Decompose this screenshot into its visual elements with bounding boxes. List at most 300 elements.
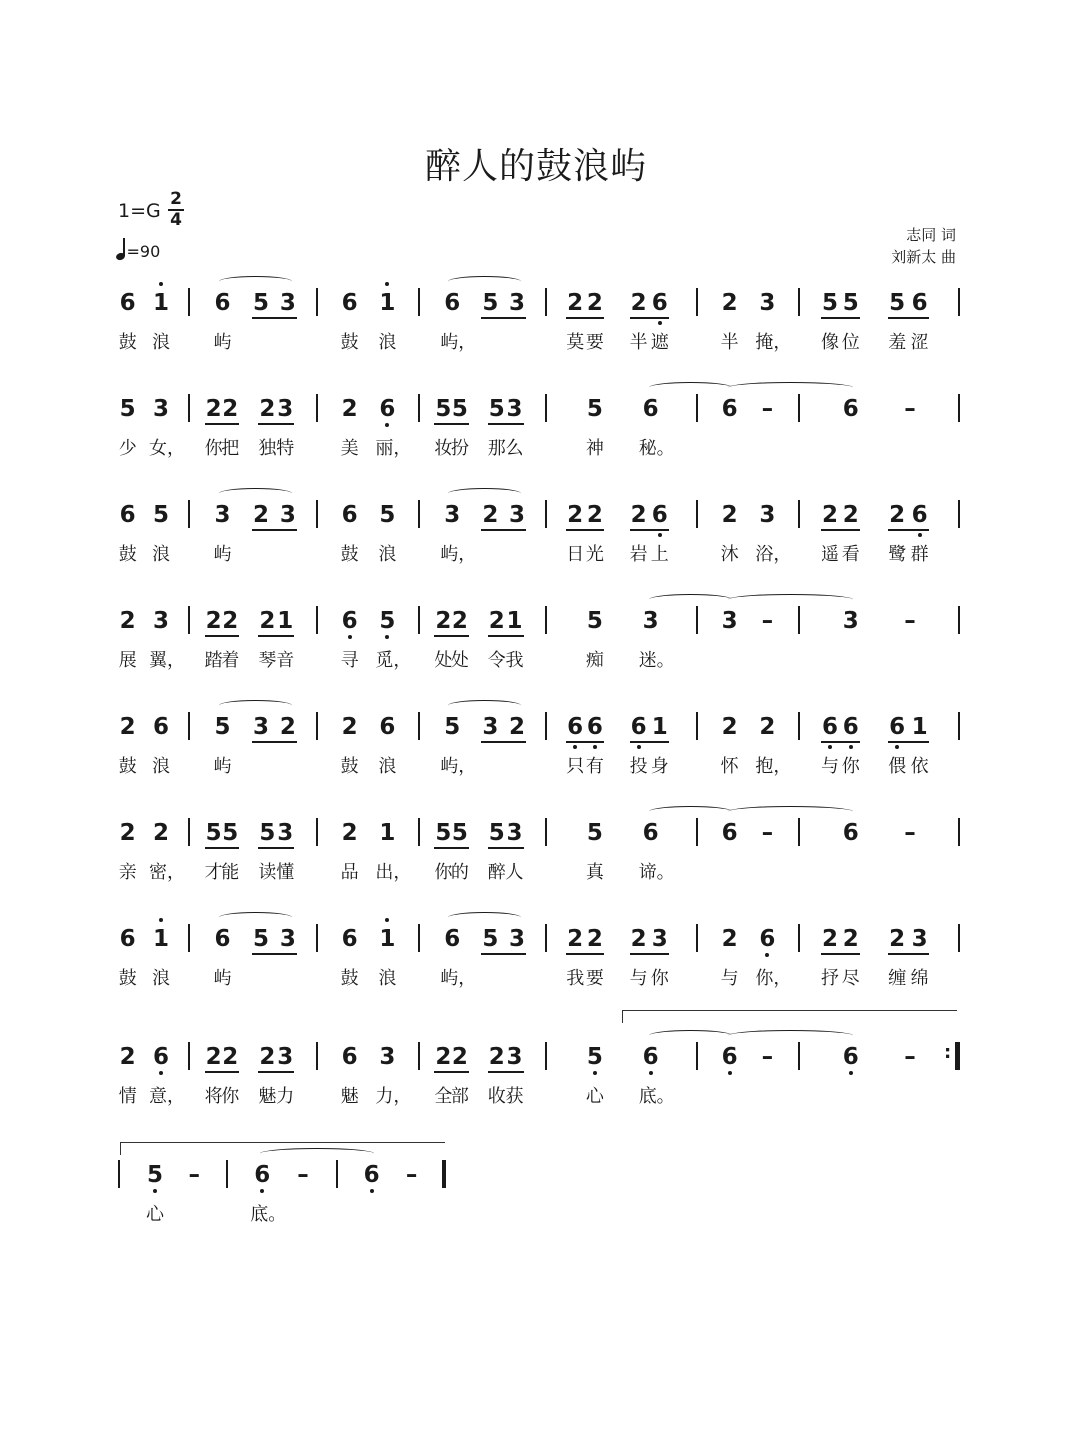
- note-digit: 6: [721, 820, 738, 846]
- composer-credit: 刘新太 曲: [891, 248, 956, 266]
- lyric-syllable: 投: [629, 756, 648, 777]
- note-digit: 6: [341, 926, 358, 952]
- octave-low-dot: [637, 745, 641, 749]
- dash-sustain: –: [761, 820, 774, 846]
- note-digit: 3: [842, 608, 859, 634]
- octave-low-dot: [649, 1071, 653, 1075]
- note-digit: 2: [889, 926, 906, 952]
- bar-line: [545, 924, 547, 952]
- time-signature-top: 2: [170, 189, 182, 209]
- note-digit: 2: [721, 926, 738, 952]
- bar-line: [316, 818, 318, 846]
- bar-line: [118, 1160, 120, 1188]
- note-digit: 5: [435, 820, 452, 846]
- lyric-syllable: 能: [221, 862, 240, 883]
- eighth-beam: [888, 741, 928, 743]
- lyric-syllable: 遥: [821, 544, 839, 565]
- note-digit: 6: [842, 1044, 859, 1070]
- octave-low-dot: [895, 745, 899, 749]
- note-digit: 6: [821, 714, 838, 740]
- lyric-syllable: 你: [434, 862, 453, 883]
- lyric-syllable: 寻: [340, 650, 359, 671]
- note-digit: 2: [567, 290, 584, 316]
- note-digit: 3: [506, 820, 523, 846]
- note-digit: 6: [341, 502, 358, 528]
- eighth-beam: [821, 529, 860, 531]
- bar-line: [798, 712, 800, 740]
- eighth-beam: [481, 741, 526, 743]
- octave-low-dot: [348, 635, 352, 639]
- lyric-syllable: 涩: [910, 332, 929, 353]
- bar-line: [418, 924, 420, 952]
- octave-low-dot: [849, 745, 853, 749]
- lyric-syllable: 谛。: [638, 862, 675, 883]
- note-digit: 2: [721, 502, 738, 528]
- lyric-syllable: 怀: [720, 756, 739, 777]
- eighth-beam: [258, 847, 294, 849]
- lyric-syllable: 处: [434, 650, 453, 671]
- octave-low-dot: [728, 1071, 732, 1075]
- lyric-syllable: 你: [650, 968, 669, 989]
- bar-line: [696, 288, 698, 316]
- repeat-dots: :: [944, 1042, 952, 1063]
- bar-line: [188, 712, 190, 740]
- lyric-syllable: 浪: [378, 332, 397, 353]
- lyric-syllable: 出，: [375, 862, 412, 883]
- lyric-syllable: 掩，: [755, 332, 792, 353]
- octave-low-dot: [385, 423, 389, 427]
- bar-line: [696, 606, 698, 634]
- tie-arc: [448, 488, 521, 499]
- lyric-syllable: 屿，: [440, 332, 477, 353]
- note-digit: 5: [119, 396, 136, 422]
- note-digit: 5: [444, 714, 461, 740]
- note-digit: 2: [341, 820, 358, 846]
- note-digit: 6: [363, 1162, 380, 1188]
- note-digit: 2: [119, 714, 136, 740]
- lyric-syllable: 着: [221, 650, 240, 671]
- note-digit: 3: [482, 714, 499, 740]
- note-digit: 5: [586, 820, 603, 846]
- tie-arc: [728, 594, 853, 605]
- dash-sustain: –: [761, 396, 774, 422]
- octave-low-dot: [765, 953, 769, 957]
- lyric-syllable: 浪: [378, 968, 397, 989]
- note-digit: 5: [889, 290, 906, 316]
- lyric-syllable: 浪: [152, 756, 170, 777]
- note-digit: 2: [259, 608, 276, 634]
- tie-arc: [649, 594, 732, 605]
- lyric-syllable: 底。: [250, 1204, 287, 1225]
- note-digit: 1: [379, 820, 396, 846]
- lyric-syllable: 我: [566, 968, 585, 989]
- lyric-syllable: 魅: [340, 1086, 359, 1107]
- octave-low-dot: [918, 533, 922, 537]
- dash-sustain: –: [761, 608, 774, 634]
- lyric-syllable: 心: [145, 1204, 164, 1225]
- lyric-syllable: 的: [450, 862, 469, 883]
- lyric-syllable: 屿: [213, 544, 232, 565]
- note-digit: 3: [651, 926, 668, 952]
- lyric-syllable: 我: [505, 650, 524, 671]
- bar-line: [418, 712, 420, 740]
- note-digit: 1: [152, 926, 169, 952]
- note-digit: 6: [119, 926, 136, 952]
- note-digit: 5: [259, 820, 276, 846]
- note-digit: 2: [341, 396, 358, 422]
- lyric-syllable: 把: [221, 438, 240, 459]
- bar-line: [696, 1042, 698, 1070]
- time-signature: [168, 190, 184, 230]
- bar-line: [696, 712, 698, 740]
- note-digit: 2: [630, 502, 647, 528]
- note-digit: 3: [279, 926, 296, 952]
- lyric-syllable: 品: [340, 862, 359, 883]
- lyric-syllable: 只: [566, 756, 585, 777]
- octave-low-dot: [658, 321, 662, 325]
- bar-line: [958, 606, 960, 634]
- lyric-syllable: 处: [450, 650, 469, 671]
- note-digit: 2: [435, 608, 452, 634]
- lyric-syllable: 人: [505, 862, 524, 883]
- lyric-syllable: 懂: [276, 862, 295, 883]
- bar-line: [958, 288, 960, 316]
- note-digit: 3: [252, 714, 269, 740]
- lyric-syllable: 展: [118, 650, 137, 671]
- lyric-syllable: 鼓: [340, 756, 359, 777]
- note-digit: 2: [889, 502, 906, 528]
- lyric-syllable: 密，: [149, 862, 185, 883]
- note-digit: 2: [821, 926, 838, 952]
- octave-low-dot: [385, 635, 389, 639]
- note-digit: 3: [642, 608, 659, 634]
- note-digit: 1: [911, 714, 928, 740]
- eighth-beam: [821, 741, 860, 743]
- tie-arc: [448, 276, 521, 287]
- lyric-syllable: 美: [340, 438, 359, 459]
- eighth-beam: [630, 741, 669, 743]
- note-digit: 6: [911, 290, 928, 316]
- bar-line: [798, 394, 800, 422]
- note-digit: 6: [651, 502, 668, 528]
- bar-line: [188, 394, 190, 422]
- note-digit: 6: [586, 714, 603, 740]
- lyric-syllable: 屿，: [440, 544, 477, 565]
- note-digit: 5: [488, 396, 505, 422]
- lyric-syllable: 翼，: [149, 650, 185, 671]
- note-digit: 2: [222, 1044, 239, 1070]
- lyric-syllable: 全: [434, 1086, 453, 1107]
- note-digit: 2: [451, 1044, 468, 1070]
- lyric-syllable: 屿: [213, 332, 232, 353]
- note-digit: 2: [842, 502, 859, 528]
- eighth-beam: [258, 1071, 294, 1073]
- lyric-syllable: 你，: [755, 968, 792, 989]
- eighth-beam: [252, 953, 297, 955]
- note-digit: 5: [205, 820, 222, 846]
- bar-line: [798, 924, 800, 952]
- lyric-syllable: 鼓: [340, 968, 359, 989]
- tie-arc: [728, 382, 853, 393]
- lyric-syllable: 力，: [375, 1086, 412, 1107]
- lyric-syllable: 独: [258, 438, 277, 459]
- volta-bracket: [120, 1142, 445, 1155]
- dash-sustain: –: [297, 1162, 309, 1188]
- bar-line: [696, 394, 698, 422]
- bar-line: [958, 924, 960, 952]
- note-digit: 2: [821, 502, 838, 528]
- lyric-syllable: 妆: [434, 438, 453, 459]
- eighth-beam: [481, 953, 526, 955]
- note-digit: 1: [379, 926, 396, 952]
- bar-line: [958, 394, 960, 422]
- note-digit: 6: [642, 1044, 659, 1070]
- bar-line: [545, 500, 547, 528]
- tempo-value: =90: [126, 242, 161, 261]
- lyric-syllable: 遮: [650, 332, 669, 353]
- bar-line: [545, 1042, 547, 1070]
- note-digit: 2: [509, 714, 526, 740]
- tie-arc: [219, 912, 292, 923]
- note-digit: 1: [506, 608, 523, 634]
- eighth-beam: [821, 953, 860, 955]
- note-digit: 2: [567, 926, 584, 952]
- lyric-syllable: 鼓: [118, 332, 137, 353]
- note-digit: 6: [651, 290, 668, 316]
- note-digit: 1: [277, 608, 294, 634]
- lyric-syllable: 底。: [638, 1086, 675, 1107]
- note-digit: 6: [254, 1162, 271, 1188]
- lyric-syllable: 尽: [841, 968, 860, 989]
- note-digit: 2: [630, 926, 647, 952]
- lyric-syllable: 痴: [585, 650, 604, 671]
- bar-line: [798, 288, 800, 316]
- lyric-syllable: 踏: [204, 650, 223, 671]
- key-signature: 1=G: [118, 200, 161, 222]
- lyric-syllable: 屿，: [440, 756, 477, 777]
- octave-low-dot: [260, 1189, 264, 1193]
- lyric-syllable: 真: [585, 862, 604, 883]
- note-digit: 6: [214, 926, 231, 952]
- bar-line: [958, 1042, 960, 1070]
- tie-arc: [649, 382, 732, 393]
- note-digit: 3: [506, 1044, 523, 1070]
- lyric-syllable: 像: [821, 332, 839, 353]
- note-digit: 2: [205, 1044, 222, 1070]
- note-digit: 3: [277, 1044, 294, 1070]
- lyric-syllable: 浪: [152, 968, 170, 989]
- note-digit: 6: [889, 714, 906, 740]
- note-digit: 3: [509, 502, 526, 528]
- note-digit: 5: [252, 290, 269, 316]
- note-digit: 5: [146, 1162, 163, 1188]
- bar-line: [316, 500, 318, 528]
- lyric-syllable: 鼓: [118, 756, 137, 777]
- lyric-syllable: 情: [118, 1086, 137, 1107]
- eighth-beam: [258, 423, 294, 425]
- bar-line: [418, 1042, 420, 1070]
- bar-line: [226, 1160, 228, 1188]
- lyric-syllable: 看: [841, 544, 860, 565]
- note-digit: 2: [341, 714, 358, 740]
- octave-high-dot: [385, 282, 389, 286]
- eighth-beam: [205, 1071, 240, 1073]
- eighth-beam: [566, 953, 604, 955]
- eighth-beam: [434, 635, 469, 637]
- note-digit: 5: [842, 290, 859, 316]
- lyricist-credit: 志同 词: [906, 226, 956, 244]
- note-digit: 6: [152, 714, 169, 740]
- octave-high-dot: [385, 918, 389, 922]
- octave-high-dot: [159, 918, 163, 922]
- eighth-beam: [630, 953, 669, 955]
- eighth-beam: [252, 529, 297, 531]
- lyric-syllable: 力: [276, 1086, 295, 1107]
- note-digit: 3: [509, 926, 526, 952]
- eighth-beam: [258, 635, 294, 637]
- bar-line: [545, 712, 547, 740]
- lyric-syllable: 偎: [888, 756, 907, 777]
- eighth-beam: [888, 953, 928, 955]
- lyric-syllable: 浪: [152, 544, 170, 565]
- dash-sustain: –: [904, 396, 916, 422]
- note-digit: 2: [482, 502, 499, 528]
- dash-sustain: –: [904, 820, 916, 846]
- lyric-syllable: 琴: [258, 650, 277, 671]
- lyric-syllable: 么: [505, 438, 524, 459]
- note-digit: 2: [759, 714, 776, 740]
- eighth-beam: [205, 635, 240, 637]
- bar-line: [545, 394, 547, 422]
- octave-low-dot: [153, 1189, 157, 1193]
- bar-line: [188, 818, 190, 846]
- lyric-syllable: 半: [629, 332, 648, 353]
- note-digit: 5: [586, 608, 603, 634]
- bar-line: [188, 1042, 190, 1070]
- tie-arc: [649, 1030, 732, 1041]
- lyric-syllable: 要: [585, 968, 604, 989]
- eighth-beam: [252, 317, 297, 319]
- bar-line: [545, 606, 547, 634]
- note-digit: 6: [911, 502, 928, 528]
- note-digit: 3: [721, 608, 738, 634]
- note-digit: 5: [482, 926, 499, 952]
- lyric-syllable: 羞: [888, 332, 907, 353]
- note-digit: 2: [721, 714, 738, 740]
- lyric-syllable: 上: [650, 544, 669, 565]
- note-digit: 6: [119, 290, 136, 316]
- tie-arc: [649, 806, 732, 817]
- lyric-syllable: 半: [720, 332, 739, 353]
- note-digit: 2: [252, 502, 269, 528]
- note-digit: 2: [586, 926, 603, 952]
- note-digit: 2: [119, 820, 136, 846]
- eighth-beam: [566, 741, 604, 743]
- lyric-syllable: 屿，: [440, 968, 477, 989]
- bar-line: [316, 606, 318, 634]
- note-digit: 6: [119, 502, 136, 528]
- dash-sustain: –: [405, 1162, 418, 1188]
- note-digit: 2: [488, 608, 505, 634]
- note-digit: 5: [379, 502, 396, 528]
- final-bar-thick: [442, 1160, 446, 1188]
- note-digit: 5: [821, 290, 838, 316]
- bar-line: [798, 500, 800, 528]
- tie-arc: [448, 700, 521, 711]
- note-digit: 2: [222, 396, 239, 422]
- dash-sustain: –: [904, 608, 916, 634]
- lyric-syllable: 有: [585, 756, 604, 777]
- eighth-beam: [205, 423, 240, 425]
- lyric-syllable: 心: [585, 1086, 604, 1107]
- eighth-beam: [488, 1071, 524, 1073]
- lyric-syllable: 迷。: [638, 650, 675, 671]
- note-digit: 6: [341, 290, 358, 316]
- octave-low-dot: [658, 533, 662, 537]
- note-digit: 6: [152, 1044, 169, 1070]
- note-digit: 5: [214, 714, 231, 740]
- note-digit: 3: [506, 396, 523, 422]
- bar-line: [545, 818, 547, 846]
- lyric-syllable: 令: [487, 650, 506, 671]
- lyric-syllable: 日: [566, 544, 585, 565]
- note-digit: 5: [586, 396, 603, 422]
- lyric-syllable: 鼓: [340, 332, 359, 353]
- lyric-syllable: 莫: [566, 332, 585, 353]
- note-digit: 2: [567, 502, 584, 528]
- note-digit: 5: [451, 820, 468, 846]
- note-digit: 5: [488, 820, 505, 846]
- bar-line: [418, 818, 420, 846]
- bar-line: [188, 288, 190, 316]
- eighth-beam: [434, 423, 469, 425]
- bar-line: [316, 1042, 318, 1070]
- bar-line: [696, 500, 698, 528]
- tie-arc: [728, 806, 853, 817]
- dash-sustain: –: [188, 1162, 200, 1188]
- octave-low-dot: [828, 745, 832, 749]
- note-digit: 6: [630, 714, 647, 740]
- note-digit: 2: [119, 1044, 136, 1070]
- bar-line: [418, 500, 420, 528]
- lyric-syllable: 岩: [629, 544, 648, 565]
- note-digit: 5: [451, 396, 468, 422]
- lyric-syllable: 屿: [213, 756, 232, 777]
- lyric-syllable: 醉: [487, 862, 506, 883]
- note-digit: 3: [152, 396, 169, 422]
- bar-line: [418, 288, 420, 316]
- eighth-beam: [630, 317, 669, 319]
- lyric-syllable: 与: [821, 756, 839, 777]
- note-digit: 2: [279, 714, 296, 740]
- tie-arc: [219, 700, 292, 711]
- note-digit: 3: [214, 502, 231, 528]
- note-digit: 1: [379, 290, 396, 316]
- note-digit: 2: [488, 1044, 505, 1070]
- lyric-syllable: 将: [204, 1086, 223, 1107]
- bar-line: [316, 394, 318, 422]
- bar-line: [188, 606, 190, 634]
- eighth-beam: [205, 847, 240, 849]
- eighth-beam: [888, 529, 928, 531]
- note-digit: 6: [842, 396, 859, 422]
- note-digit: 2: [586, 290, 603, 316]
- lyric-syllable: 抱，: [755, 756, 792, 777]
- note-digit: 3: [509, 290, 526, 316]
- note-digit: 6: [341, 1044, 358, 1070]
- note-digit: 3: [379, 1044, 396, 1070]
- note-digit: 6: [379, 396, 396, 422]
